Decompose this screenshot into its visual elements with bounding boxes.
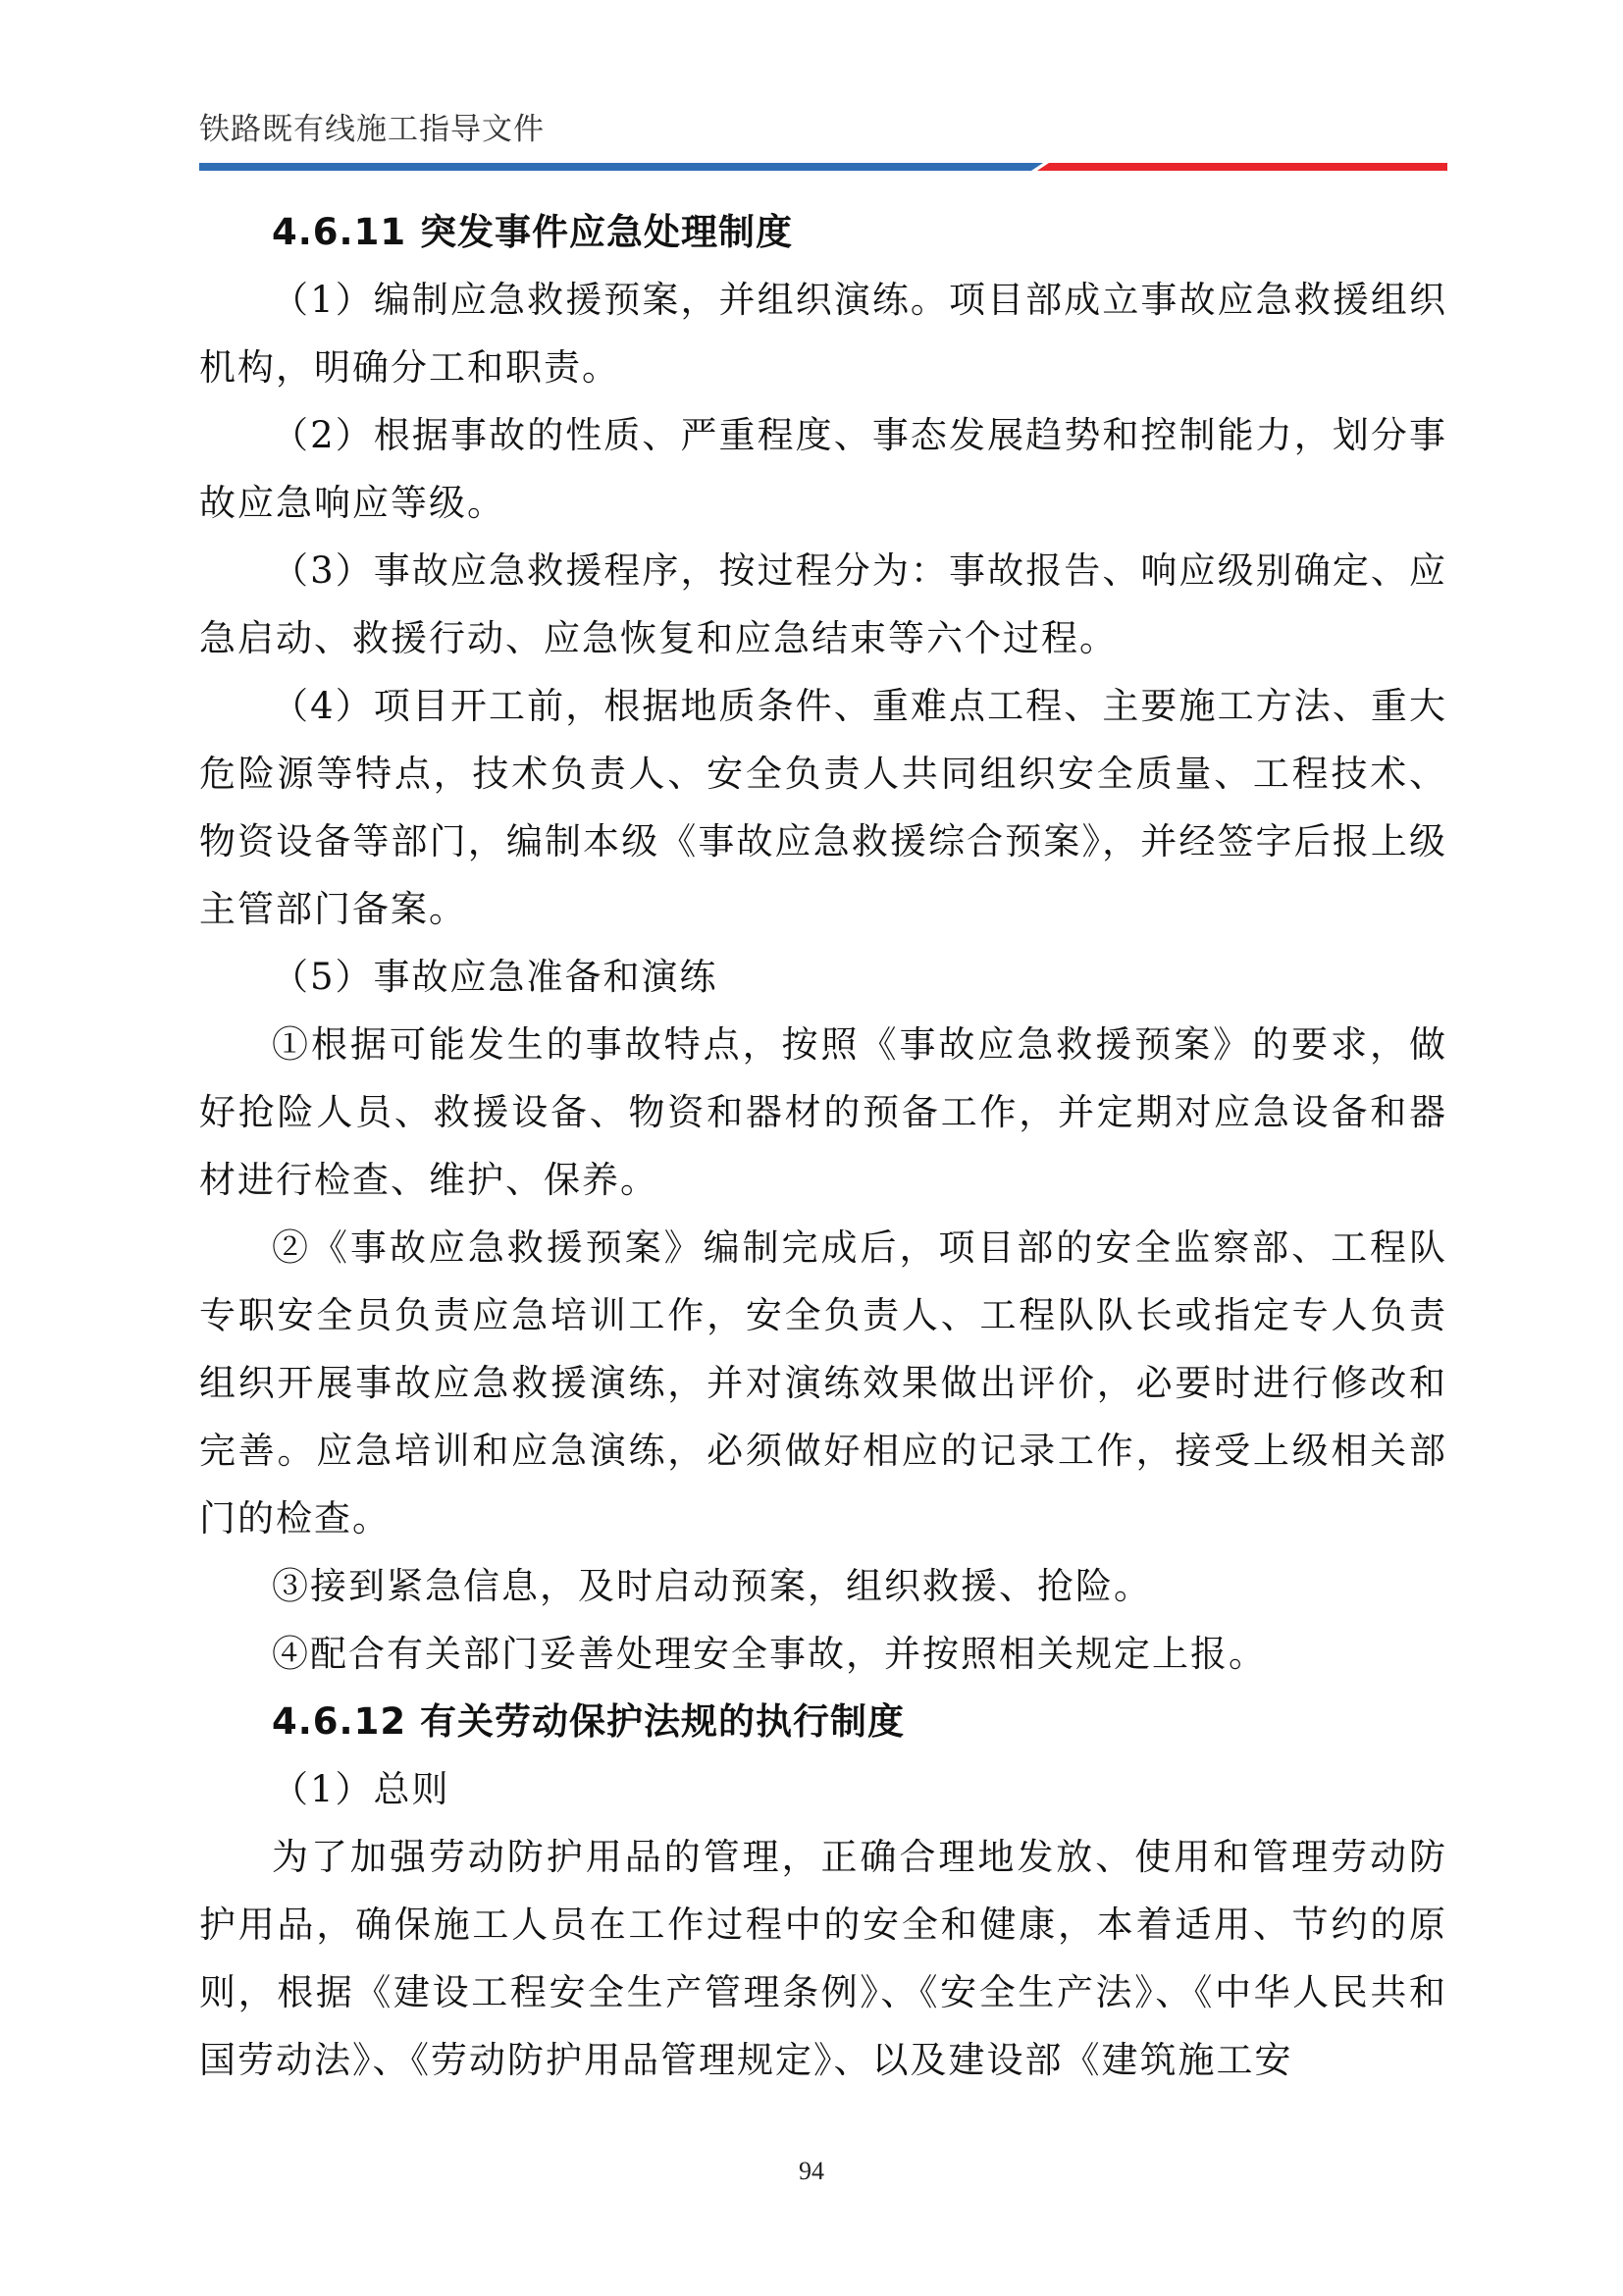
header-rule-red [1037,163,1447,171]
paragraph-8: ③接到紧急信息，及时启动预案，组织救援、抢险。 [272,1565,1152,1607]
section-heading-4-6-11: 4.6.11 突发事件应急处理制度 [272,211,793,253]
running-header-title: 铁路既有线施工指导文件 [199,112,545,147]
paragraph-3: （3）事故应急救援程序，按过程分为：事故报告、响应级别确定、应急启动、救援行动、应急恢复和应急结束等六个过程。 [199,549,1447,659]
page-content [199,198,1447,2094]
paragraph-10: （1）总则 [272,1768,450,1810]
paragraph-9: ④配合有关部门妥善处理安全事故，并按照相关规定上报。 [272,1633,1267,1675]
section-heading-4-6-12: 4.6.12 有关劳动保护法规的执行制度 [272,1700,905,1743]
paragraph-2: （2）根据事故的性质、严重程度、事态发展趋势和控制能力，划分事故应急响应等级。 [199,414,1447,524]
paragraph-6: ①根据可能发生的事故特点，按照《事故应急救援预案》的要求，做好抢险人员、救援设备、物资和器材的预备工作，并定期对应急设备和器材进行检查、维护、保养。 [199,1023,1447,1201]
paragraph-5: （5）事故应急准备和演练 [272,956,718,998]
header-rule-blue [199,163,1043,171]
paragraph-7: ②《事故应急救援预案》编制完成后，项目部的安全监察部、工程队专职安全员负责应急培训工作，安全负责人、工程队队长或指定专人负责组织开展事故应急救援演练，并对演练效果做出评价，必要时进行修改和完善。应急培训和应急演练，必须做好相应的记录工作，接受上级相关部门的检查。 [199,1226,1447,1539]
header-rule [199,163,1447,171]
paragraph-11: 为了加强劳动防护用品的管理，正确合理地发放、使用和管理劳动防护用品，确保施工人员在工作过程中的安全和健康，本着适用、节约的原则，根据《建设工程安全生产管理条例》、《安全生产法》、《中华人民共和国劳动法》、《劳动防护用品管理规定》、以及建设部《建筑施工安 [199,1836,1447,2081]
paragraph-4: （4）项目开工前，根据地质条件、重难点工程、主要施工方法、重大危险源等特点，技术负责人、安全负责人共同组织安全质量、工程技术、物资设备等部门，编制本级《事故应急救援综合预案》，并经签字后报上级主管部门备案。 [199,685,1447,930]
paragraph-1: （1）编制应急救援预案，并组织演练。项目部成立事故应急救援组织机构，明确分工和职责。 [199,279,1447,389]
page-number: 94 [799,2157,824,2185]
